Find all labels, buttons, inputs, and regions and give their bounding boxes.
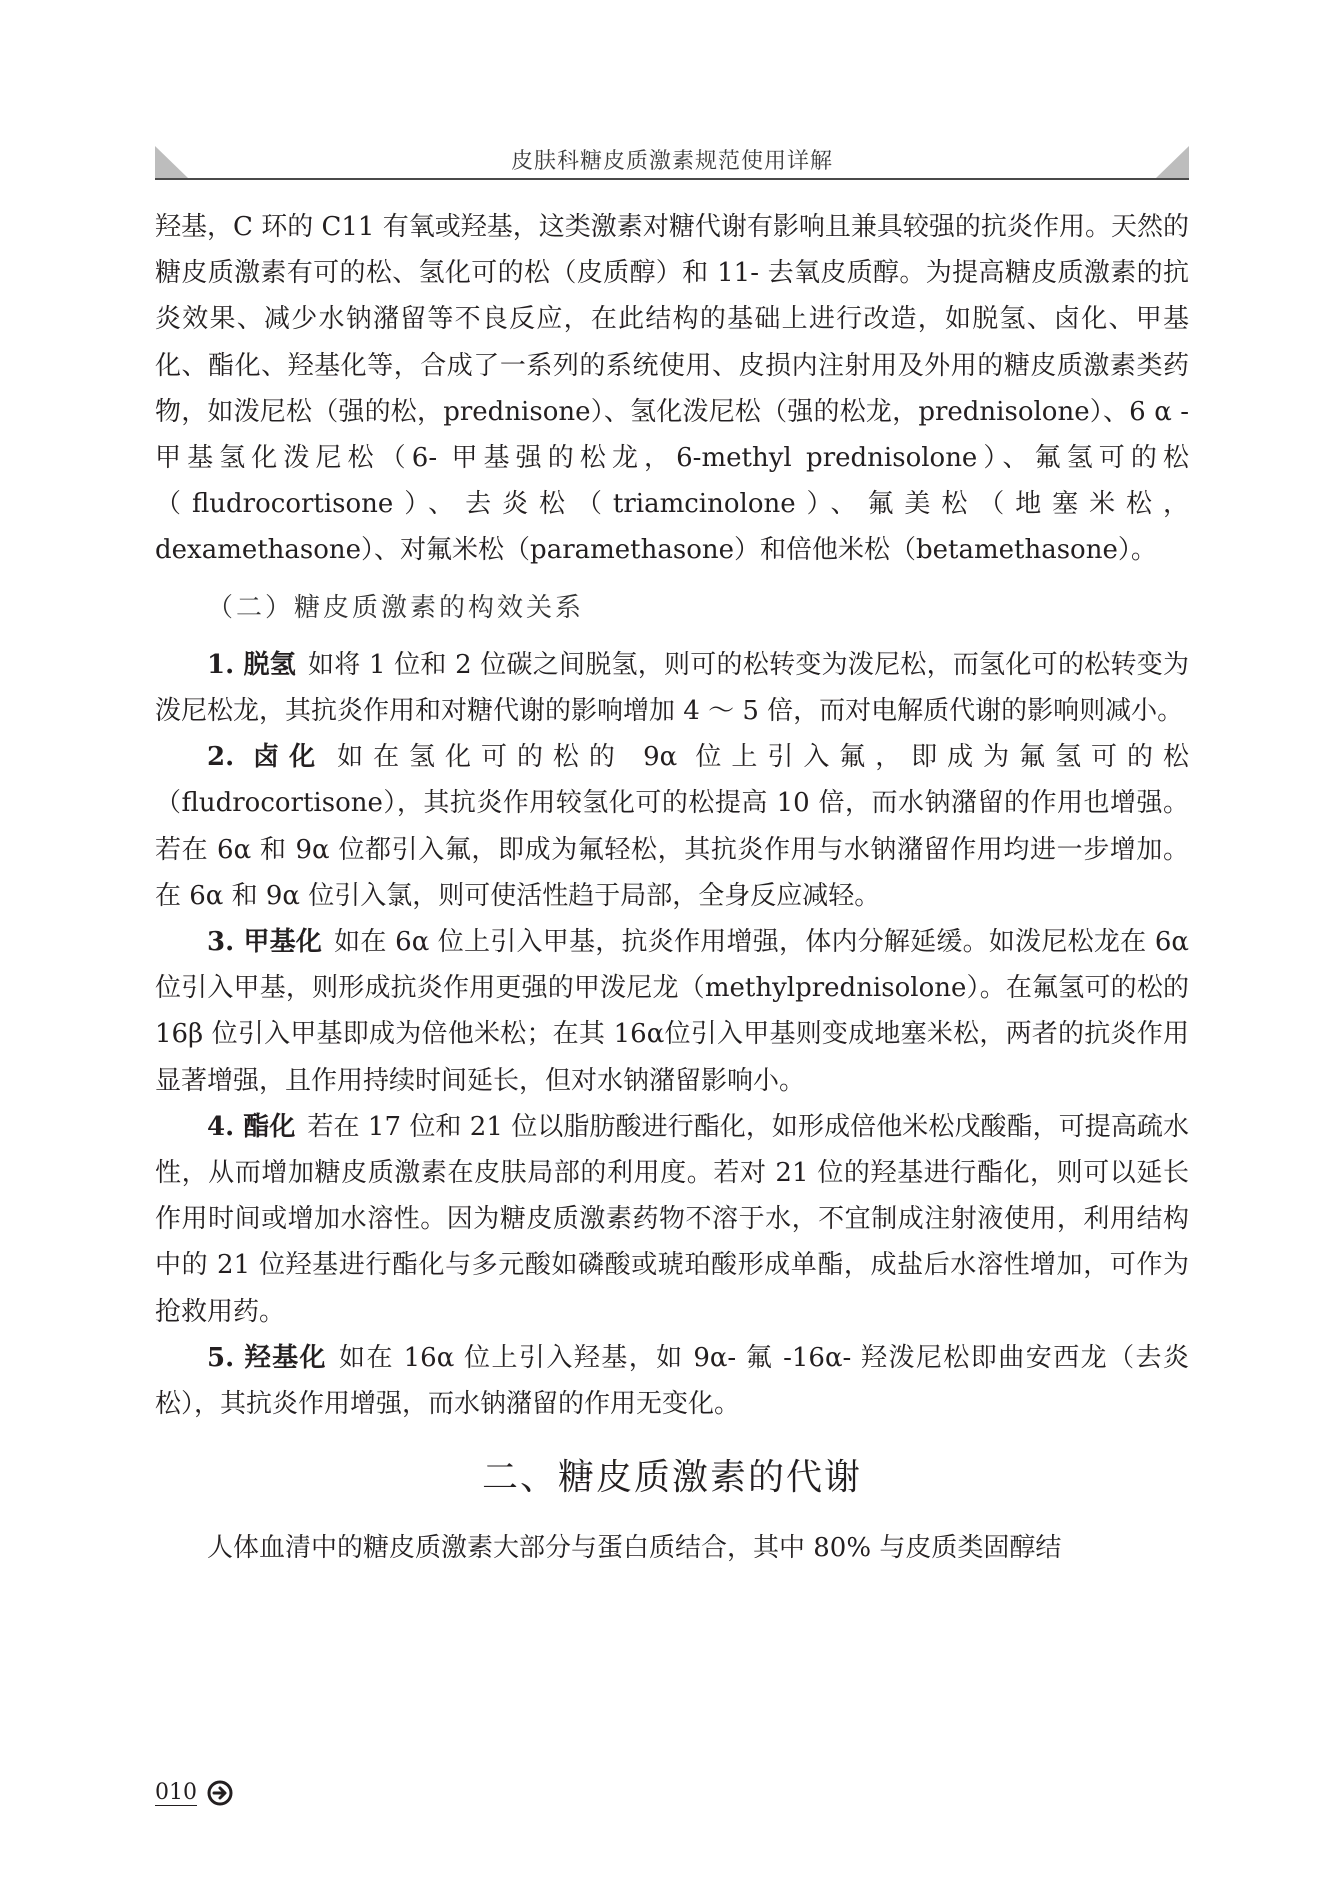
arrow-right-circle-icon — [207, 1780, 233, 1806]
item-hydroxylation — [155, 1335, 1189, 1427]
header-rule — [155, 178, 1189, 180]
paragraph-continued: 羟基，C 环的 C11 有氧或羟基，这类激素对糖代谢有影响且兼具较强的抗炎作用。天然的糖皮质激素有可的松、氢化可的松（皮质醇）和 11- 去氧皮质醇。为提高糖皮质激素的抗炎效果、减少水钠潴留等不良反应，在此结构的基础上进行改造，如脱氢、卤化、甲基化、酯化、羟基化等，合成了一系列的系统使用、皮损内注射用及外用的糖皮质激素类药物，如泼尼松（强的松，prednisone）、氢化泼尼松（强的松龙，prednisolone）、6 α - 甲基氢化泼尼松（6- 甲基强的松龙，6-methyl prednisolone）、氟氢可的松（fludrocortisone）、去炎松（triamcinolone）、氟美松（地塞米松，dexamethasone）、对氟米松（paramethasone）和倍他米松（betamethasone）。 — [155, 212, 1189, 566]
item-text: 若在 17 位和 21 位以脂肪酸进行酯化，如形成倍他米松戊酸酯，可提高疏水性，从而增加糖皮质激素在皮肤局部的利用度。若对 21 位的羟基进行酯化，则可以延长作用时间或增加水溶性。因为糖皮质激素药物不溶于水，不宜制成注射液使用，利用结构中的 21 位羟基进行酯化与多元酸如磷酸或琥珀酸形成单酯，成盐后水溶性增加，可作为抢救用药。 — [155, 1111, 1189, 1327]
item-text: 如将 1 位和 2 位碳之间脱氢，则可的松转变为泼尼松，而氢化可的松转变为泼尼松龙，其抗炎作用和对糖代谢的影响增加 4 ～ 5 倍，而对电解质代谢的影响则减小。 — [155, 649, 1189, 727]
subheading: （二）糖皮质激素的构效关系 — [207, 592, 585, 623]
item-dehydrogenation — [155, 642, 1189, 734]
item-label: 1. 脱氢 — [207, 649, 296, 680]
item-halogenation — [155, 734, 1189, 919]
item-esterification — [155, 1104, 1189, 1335]
item-label: 2. 卤化 — [207, 742, 326, 773]
item-text: 如在 6α 位上引入甲基，抗炎作用增强，体内分解延缓。如泼尼松龙在 6α 位引入甲基，则形成抗炎作用更强的甲泼尼龙（methylprednisolone）。在氟氢可的松的 16β 位引入甲基即成为倍他米松；在其 16α位引入甲基则变成地塞米松，两者的抗炎作用显著增强，且作用持续时间延长，但对水钠潴留影响小。 — [155, 927, 1189, 1096]
header-title: 皮肤科糖皮质激素规范使用详解 — [510, 149, 833, 174]
item-label: 4. 酯化 — [207, 1111, 296, 1142]
page-footer — [155, 1778, 233, 1808]
page-body — [155, 204, 1189, 1571]
item-text: 如在氢化可的松的 9α 位上引入氟，即成为氟氢可的松（fludrocortisone），其抗炎作用较氢化可的松提高 10 倍，而水钠潴留的作用也增强。若在 6α 和 9α 位都引入氟，即成为氟轻松，其抗炎作用与水钠潴留作用均进一步增加。在 6α 和 9α 位引入氯，则可使活性趋于局部，全身反应减轻。 — [155, 742, 1189, 911]
running-header — [155, 136, 1189, 182]
item-label: 3. 甲基化 — [207, 927, 323, 958]
paragraph-metabolism: 人体血清中的糖皮质激素大部分与蛋白质结合，其中 80% 与皮质类固醇结 — [207, 1533, 1062, 1564]
section-heading: 二、糖皮质激素的代谢 — [481, 1457, 862, 1499]
item-text: 如在 16α 位上引入羟基，如 9α- 氟 -16α- 羟泼尼松即曲安西龙（去炎松），其抗炎作用增强，而水钠潴留的作用无变化。 — [155, 1342, 1190, 1420]
item-label: 5. 羟基化 — [207, 1342, 328, 1373]
page-number: 010 — [155, 1779, 197, 1805]
header-right-triangle-icon — [1155, 146, 1189, 180]
item-methylation — [155, 919, 1189, 1104]
